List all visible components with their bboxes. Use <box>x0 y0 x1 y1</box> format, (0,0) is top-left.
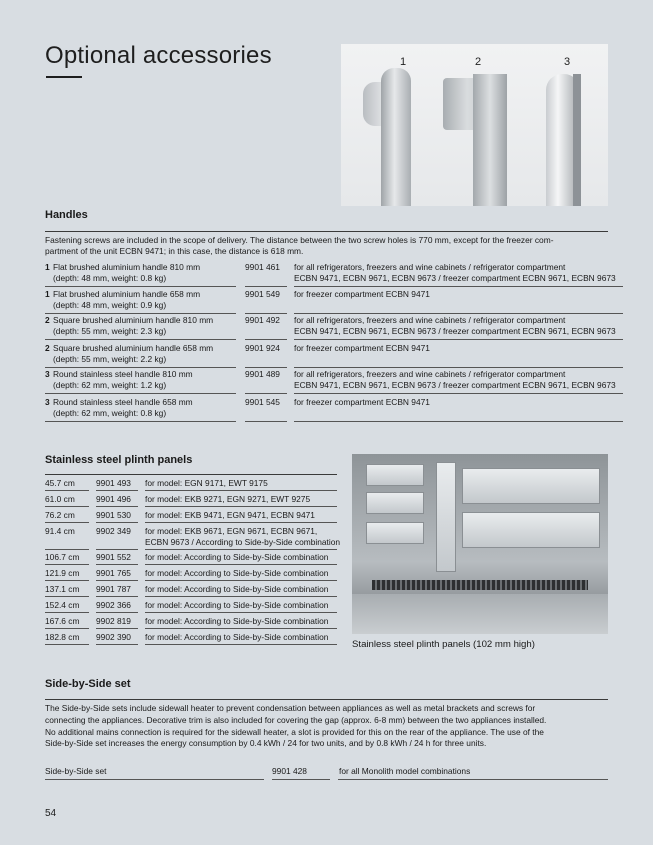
sbs-item-code: 9901 428 <box>272 766 307 776</box>
handle-dimensions: (depth: 55 mm, weight: 2.2 kg) <box>53 354 167 364</box>
row-rule <box>245 339 287 340</box>
handle-usage: for all refrigerators, freezers and wine cabinets / refrigerator compartment <box>294 315 566 325</box>
row-rule <box>45 339 236 340</box>
handle-usage: for freezer compartment ECBN 9471 <box>294 289 430 299</box>
handle-number: 1 <box>45 262 50 272</box>
row-rule <box>96 490 138 491</box>
plinth-size: 91.4 cm <box>45 526 75 536</box>
row-rule <box>45 644 89 645</box>
sbs-line: Side-by-Side set increases the energy consumption by 0.4 kWh / 24 for two units, and by 0.8 kWh / 24 h for three units. <box>45 738 487 749</box>
row-rule <box>145 549 337 550</box>
plinth-article-number: 9901 787 <box>96 584 131 594</box>
row-rule <box>245 313 287 314</box>
row-rule <box>294 286 623 287</box>
row-rule <box>145 522 337 523</box>
plinth-photo <box>352 454 608 634</box>
plinth-article-number: 9901 493 <box>96 478 131 488</box>
row-rule <box>45 490 89 491</box>
handles-heading: Handles <box>45 209 88 221</box>
sbs-top-rule <box>45 699 608 700</box>
handle-1-image <box>381 68 411 206</box>
sbs-description <box>45 703 611 750</box>
handle-dimensions: (depth: 48 mm, weight: 0.8 kg) <box>53 273 167 283</box>
row-rule <box>272 779 330 780</box>
row-rule <box>145 596 337 597</box>
handle-article-number: 9901 492 <box>245 315 280 325</box>
handle-usage: for all refrigerators, freezers and wine cabinets / refrigerator compartment <box>294 262 566 272</box>
plinth-article-number: 9902 390 <box>96 632 131 642</box>
row-rule <box>96 628 138 629</box>
handle-number: 3 <box>45 397 50 407</box>
row-rule <box>96 506 138 507</box>
row-rule <box>245 286 287 287</box>
handle-description: Square brushed aluminium handle 658 mm <box>53 343 214 353</box>
sbs-item-name: Side-by-Side set <box>45 766 107 776</box>
handle-number: 2 <box>45 343 50 353</box>
handles-intro-line: Fastening screws are included in the scope of delivery. The distance between the two screw holes is 770 mm, except for the freezer com- <box>45 235 554 245</box>
drawer <box>366 492 424 514</box>
photo-label-2: 2 <box>475 56 482 68</box>
drawer <box>366 522 424 544</box>
sbs-item-use: for all Monolith model combinations <box>339 766 471 776</box>
row-rule <box>294 339 623 340</box>
handle-description: Square brushed aluminium handle 810 mm <box>53 315 214 325</box>
plinth-model: for model: EGN 9171, EWT 9175 <box>145 478 268 488</box>
plinth-article-number: 9902 349 <box>96 526 131 536</box>
handle-article-number: 9901 461 <box>245 262 280 272</box>
plinth-caption: Stainless steel plinth panels (102 mm high) <box>352 639 535 650</box>
handle-description: Flat brushed aluminium handle 810 mm <box>53 262 201 272</box>
handle-usage: for freezer compartment ECBN 9471 <box>294 397 430 407</box>
page-title: Optional accessories <box>45 42 272 69</box>
row-rule <box>45 549 89 550</box>
drawer <box>462 512 600 548</box>
sbs-heading: Side-by-Side set <box>45 678 131 690</box>
handle-usage: ECBN 9471, ECBN 9671, ECBN 9673 / freezer compartment ECBN 9671, ECBN 9673 <box>294 380 616 390</box>
drawer <box>462 468 600 504</box>
handle-number: 2 <box>45 315 50 325</box>
plinth-model: for model: According to Side-by-Side combination <box>145 632 329 642</box>
row-rule <box>45 421 236 422</box>
plinth-model: for model: EKB 9671, EGN 9671, ECBN 9671, <box>145 526 318 536</box>
handle-usage: ECBN 9471, ECBN 9671, ECBN 9673 / freezer compartment ECBN 9671, ECBN 9673 <box>294 273 616 283</box>
row-rule <box>294 393 623 394</box>
page-number: 54 <box>45 808 57 819</box>
handle-dimensions: (depth: 48 mm, weight: 0.9 kg) <box>53 300 167 310</box>
row-rule <box>145 628 337 629</box>
row-rule <box>45 367 236 368</box>
plinth-model: for model: EKB 9471, EGN 9471, ECBN 9471 <box>145 510 315 520</box>
plinth-model: for model: According to Side-by-Side combination <box>145 600 329 610</box>
plinth-size: 106.7 cm <box>45 552 80 562</box>
plinth-heading: Stainless steel plinth panels <box>45 454 193 466</box>
handle-dimensions: (depth: 62 mm, weight: 1.2 kg) <box>53 380 167 390</box>
plinth-model: for model: According to Side-by-Side combination <box>145 584 329 594</box>
row-rule <box>45 628 89 629</box>
plinth-size: 61.0 cm <box>45 494 75 504</box>
row-rule <box>45 286 236 287</box>
handles-intro-line: partment of the unit ECBN 9471; in this case, the distance is 618 mm. <box>45 246 304 256</box>
handles-photo <box>341 44 608 206</box>
row-rule <box>96 580 138 581</box>
row-rule <box>96 596 138 597</box>
handle-usage: ECBN 9471, ECBN 9671, ECBN 9673 / freezer compartment ECBN 9671, ECBN 9673 <box>294 326 616 336</box>
row-rule <box>245 367 287 368</box>
sbs-line: No additional mains connection is required for the sidewall heater, a slot is provided for this on the rear of the appliance. The use of the <box>45 726 544 737</box>
row-rule <box>96 522 138 523</box>
row-rule <box>294 313 623 314</box>
photo-label-1: 1 <box>400 56 407 68</box>
row-rule <box>96 612 138 613</box>
plinth-article-number: 9901 530 <box>96 510 131 520</box>
row-rule <box>338 779 608 780</box>
plinth-top-rule <box>45 474 337 475</box>
row-rule <box>96 549 138 550</box>
floor <box>352 594 608 634</box>
plinth-article-number: 9901 552 <box>96 552 131 562</box>
row-rule <box>96 564 138 565</box>
plinth-article-number: 9901 496 <box>96 494 131 504</box>
handle-number: 3 <box>45 369 50 379</box>
plinth-size: 137.1 cm <box>45 584 80 594</box>
plinth-size: 152.4 cm <box>45 600 80 610</box>
handle-article-number: 9901 545 <box>245 397 280 407</box>
row-rule <box>294 367 623 368</box>
row-rule <box>145 612 337 613</box>
row-rule <box>145 490 337 491</box>
handle-3-edge <box>573 74 581 206</box>
title-underline <box>46 76 82 78</box>
handles-intro <box>45 235 611 257</box>
row-rule <box>45 313 236 314</box>
row-rule <box>145 580 337 581</box>
row-rule <box>45 612 89 613</box>
handle-2-image <box>473 74 507 206</box>
handle-dimensions: (depth: 62 mm, weight: 0.8 kg) <box>53 408 167 418</box>
handle-dimensions: (depth: 55 mm, weight: 2.3 kg) <box>53 326 167 336</box>
drawer <box>366 464 424 486</box>
handle-article-number: 9901 549 <box>245 289 280 299</box>
plinth-size: 182.8 cm <box>45 632 80 642</box>
handle-description: Round stainless steel handle 810 mm <box>53 369 193 379</box>
handle-article-number: 9901 489 <box>245 369 280 379</box>
plinth-size: 167.6 cm <box>45 616 80 626</box>
photo-label-3: 3 <box>564 56 571 68</box>
plinth-size: 76.2 cm <box>45 510 75 520</box>
handle-description: Round stainless steel handle 658 mm <box>53 397 193 407</box>
handle-number: 1 <box>45 289 50 299</box>
plinth-model: for model: According to Side-by-Side combination <box>145 616 329 626</box>
handle-usage: for all refrigerators, freezers and wine cabinets / refrigerator compartment <box>294 369 566 379</box>
plinth-article-number: 9902 366 <box>96 600 131 610</box>
row-rule <box>145 506 337 507</box>
handle-usage: for freezer compartment ECBN 9471 <box>294 343 430 353</box>
row-rule <box>145 644 337 645</box>
plinth-size: 45.7 cm <box>45 478 75 488</box>
plinth-model: for model: According to Side-by-Side combination <box>145 552 329 562</box>
row-rule <box>145 564 337 565</box>
row-rule <box>45 596 89 597</box>
plinth-size: 121.9 cm <box>45 568 80 578</box>
row-rule <box>45 580 89 581</box>
plinth-model: for model: EKB 9271, EGN 9271, EWT 9275 <box>145 494 311 504</box>
handle-description: Flat brushed aluminium handle 658 mm <box>53 289 201 299</box>
row-rule <box>45 506 89 507</box>
sbs-line: The Side-by-Side sets include sidewall heater to prevent condensation between appliances as well as metal brackets and screws for <box>45 703 536 713</box>
handle-article-number: 9901 924 <box>245 343 280 353</box>
plinth-model: for model: According to Side-by-Side combination <box>145 568 329 578</box>
row-rule <box>45 779 264 780</box>
row-rule <box>245 421 287 422</box>
plinth-model: ECBN 9673 / According to Side-by-Side combination <box>145 537 341 547</box>
row-rule <box>96 644 138 645</box>
row-rule <box>45 564 89 565</box>
sbs-line: connecting the appliances. Decorative trim is also included for covering the gap (approx. 6-8 mm) between the two appliances installed. <box>45 714 547 725</box>
row-rule <box>294 421 623 422</box>
plinth-article-number: 9901 765 <box>96 568 131 578</box>
row-rule <box>45 522 89 523</box>
plinth-panel <box>372 580 588 590</box>
divider <box>436 462 456 572</box>
row-rule <box>45 393 236 394</box>
plinth-article-number: 9902 819 <box>96 616 131 626</box>
row-rule <box>245 393 287 394</box>
handles-top-rule <box>45 231 608 232</box>
